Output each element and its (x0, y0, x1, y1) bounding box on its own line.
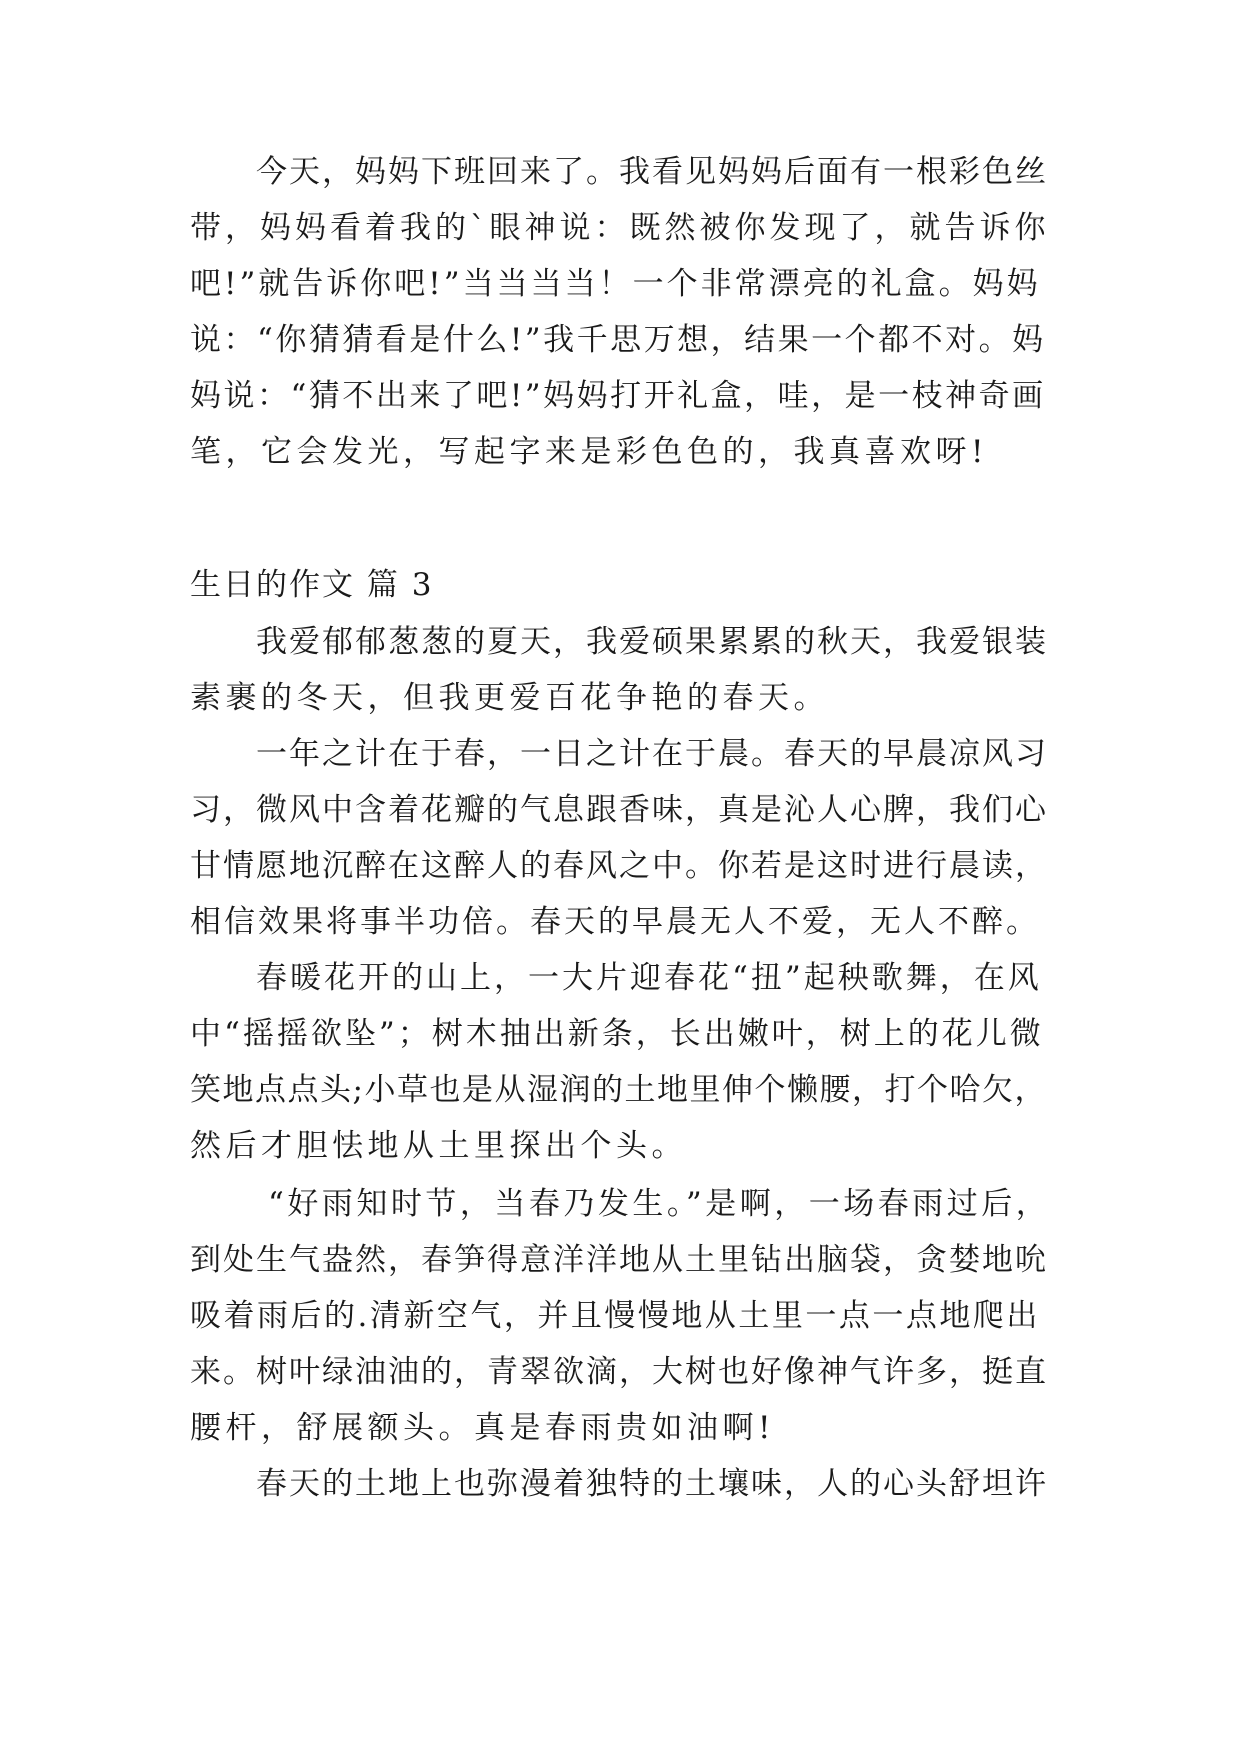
paragraph-1-line-4: 说：“你猜猜看是什么!”我千思万想，结果一个都不对。妈 (190, 322, 1046, 358)
paragraph-2-line-2: 素裹的冬天，但我更爱百花争艳的春天。 (190, 680, 829, 716)
paragraph-2-line-1: 我爱郁郁葱葱的夏天，我爱硕果累累的秋天，我爱银装 (256, 624, 1048, 660)
paragraph-4-line-2: 中“摇摇欲坠”；树木抽出新条，长出嫩叶，树上的花儿微 (190, 1016, 1044, 1052)
section-heading: 生日的作文 篇 3 (190, 567, 434, 603)
paragraph-3-line-1: 一年之计在于春，一日之计在于晨。春天的早晨凉风习 (256, 736, 1048, 772)
paragraph-4-line-3: 笑地点点头;小草也是从湿润的土地里伸个懒腰，打个哈欠， (190, 1072, 1047, 1108)
paragraph-5-line-2: 到处生气盎然，春笋得意洋洋地从土里钻出脑袋，贪婪地吮 (190, 1242, 1048, 1278)
paragraph-1-line-5: 妈说：“猜不出来了吧!”妈妈打开礼盒，哇，是一枝神奇画 (190, 378, 1046, 414)
paragraph-1-line-3: 吧!”就告诉你吧!”当当当当！一个非常漂亮的礼盒。妈妈 (190, 266, 1041, 302)
paragraph-5-line-4: 来。树叶绿油油的，青翠欲滴，大树也好像神气许多，挺直 (190, 1354, 1048, 1390)
paragraph-3-line-2: 习，微风中含着花瓣的气息跟香味，真是沁人心脾，我们心 (190, 792, 1048, 828)
paragraph-5-line-1: “好雨知时节，当春乃发生。”是啊，一场春雨过后， (268, 1186, 1051, 1222)
paragraph-6-line-1: 春天的土地上也弥漫着独特的土壤味，人的心头舒坦许 (256, 1466, 1048, 1502)
paragraph-5-line-3: 吸着雨后的.清新空气，并且慢慢地从土里一点一点地爬出 (190, 1298, 1040, 1334)
paragraph-1-line-6: 笔，它会发光，写起字来是彩色色的，我真喜欢呀! (190, 434, 988, 470)
paragraph-1-line-1: 今天，妈妈下班回来了。我看见妈妈后面有一根彩色丝 (256, 154, 1048, 190)
paragraph-3-line-4: 相信效果将事半功倍。春天的早晨无人不爱，无人不醉。 (190, 904, 1040, 940)
paragraph-5-line-5: 腰杆，舒展额头。真是春雨贵如油啊! (190, 1410, 775, 1446)
paragraph-3-line-3: 甘情愿地沉醉在这醉人的春风之中。你若是这时进行晨读， (190, 848, 1048, 884)
paragraph-4-line-4: 然后才胆怯地从土里探出个头。 (190, 1128, 687, 1164)
paragraph-4-line-1: 春暖花开的山上，一大片迎春花“扭”起秧歌舞，在风 (256, 960, 1042, 996)
paragraph-1-line-2: 带，妈妈看着我的`眼神说：既然被你发现了，就告诉你 (190, 210, 1050, 246)
